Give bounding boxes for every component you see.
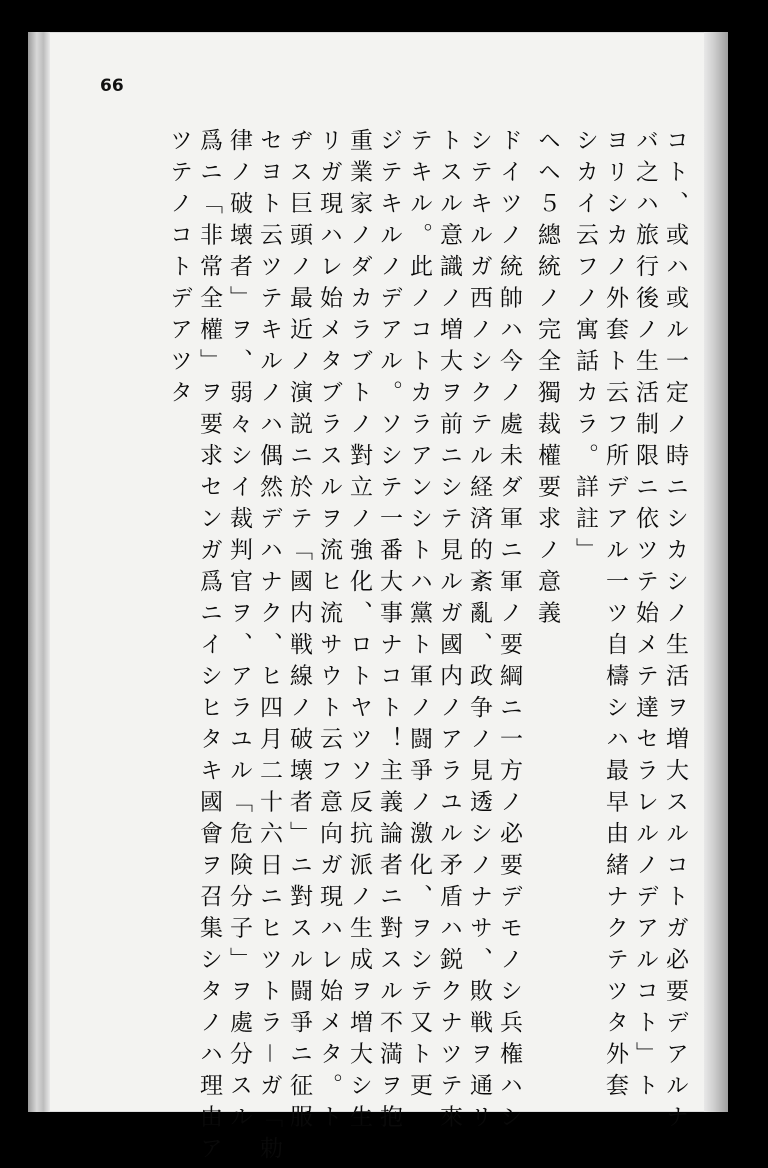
text-column: シテキルガ西ノシクテル経済的紊亂、政争ノ見透シノナサ、敗戦ヲ通リ (466, 128, 492, 1136)
page-right-edge (704, 32, 728, 1112)
section-heading: ヘヘ５總統ノ完全獨裁權要求ノ意義 (534, 128, 560, 632)
text-column: トスル意識ノ増大ヲ前ニシテ見ルガ國内ノアラユル矛盾ハ鋭クナツテ來 (436, 128, 462, 1136)
text-column: テキル。此ノコトカラアンシトハ黨ト軍ノ闘爭ノ激化、ヲシテ又ト更 (406, 128, 432, 1105)
text-column: 律ノ破壊者」ヲ、弱々シイ裁判官ヲ、アラユル「危険分子」ヲ處分スル (226, 128, 252, 1136)
text-column: ヨリシカノ外套ト云フ所デアル一ツ自檮シハ最早由緒ナクテツタ外套 (602, 128, 628, 1105)
text-column: リガ現ハレ始メタブラスルヲ流ヒ流サウト云フ意向ガ現ハレ始メタ。ト (316, 128, 342, 1136)
text-column: ジテキルノデアル。ソシテ一番大事ナコト！主義論者ニ對スル不満ヲ抱 (376, 128, 402, 1136)
text-column: ツテノコトデアツタ (166, 128, 192, 412)
book-page (28, 32, 728, 1168)
text-column: シカイ云フノ寓話カラ。詳註」 (572, 128, 598, 569)
text-column: バ之ハ旅行後ノ生活制限ニ依ツテ始メテ達セラレルノデアルコト」ト (632, 128, 658, 1105)
text-column: セヨト云ツテキルノハ偶然デハナク、ヒ四月二十六日ニヒツトラ－ガ「勅 (256, 128, 282, 1168)
vertical-text-block (80, 128, 690, 1168)
text-column: 爲ニ「非常全權」ヲ要求センガ爲ニイシヒタキ國會ヲ召集シタノハ理由ア (196, 128, 222, 1168)
text-column: ヂス巨頭ノ最近ノ演説ニ於テ「國内戦線ノ破壊者」ニ對スル闘爭ニ征服 (286, 128, 312, 1136)
page-binding-edge (28, 32, 50, 1112)
text-column: コト、或ハ或ル一定ノ時ニシカシノ生活ヲ増大スルコトガ必要デアルナ (662, 128, 688, 1136)
text-column: ドイツノ統帥ハ今ノ處未ダ軍ニ軍ノ要綱ニ一方ノ必要デモノシ兵権ハシ (496, 128, 522, 1136)
page-number: 66 (100, 76, 124, 96)
text-column: 重業家ノダカラブトノ對立ノ強化、ロトヤツソ反抗派ノ生成ヲ増大シ生 (346, 128, 372, 1136)
